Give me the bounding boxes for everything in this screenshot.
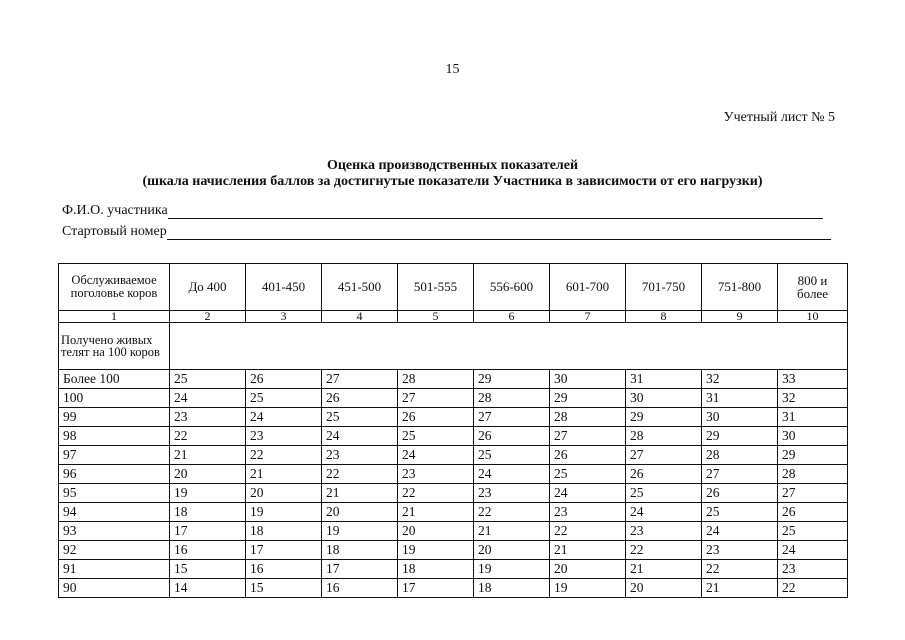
column-number-cell: 5: [398, 311, 474, 323]
score-cell: 19: [398, 541, 474, 560]
score-cell: 27: [778, 484, 848, 503]
participant-name-label: Ф.И.О. участника: [62, 203, 168, 218]
row-calves-value: 95: [59, 484, 170, 503]
score-cell: 29: [778, 446, 848, 465]
score-cell: 22: [778, 579, 848, 598]
score-cell: 28: [398, 370, 474, 389]
table-row: [59, 465, 848, 484]
score-cell: 25: [626, 484, 702, 503]
document-title: [0, 158, 905, 190]
score-cell: 25: [778, 522, 848, 541]
column-number-cell: 4: [322, 311, 398, 323]
score-cell: 22: [626, 541, 702, 560]
score-cell: 21: [246, 465, 322, 484]
score-cell: 28: [550, 408, 626, 427]
score-cell: 23: [626, 522, 702, 541]
score-cell: 25: [398, 427, 474, 446]
score-cell: 33: [778, 370, 848, 389]
row-calves-value: 91: [59, 560, 170, 579]
score-cell: 21: [398, 503, 474, 522]
score-table: [58, 263, 848, 598]
score-cell: 30: [702, 408, 778, 427]
score-cell: 25: [246, 389, 322, 408]
score-cell: 23: [170, 408, 246, 427]
score-cell: 23: [550, 503, 626, 522]
score-cell: 25: [322, 408, 398, 427]
score-cell: 23: [474, 484, 550, 503]
row-calves-value: 94: [59, 503, 170, 522]
score-cell: 24: [170, 389, 246, 408]
score-cell: 25: [550, 465, 626, 484]
score-cell: 26: [246, 370, 322, 389]
row-calves-value: 97: [59, 446, 170, 465]
score-cell: 27: [550, 427, 626, 446]
column-number-cell: 8: [626, 311, 702, 323]
title-line-1: Оценка производственных показателей: [326, 158, 579, 173]
score-cell: 21: [702, 579, 778, 598]
score-cell: 21: [626, 560, 702, 579]
score-cell: 26: [474, 427, 550, 446]
participant-name-field: [62, 203, 823, 219]
header-herd-range: 501-555: [398, 264, 474, 311]
start-number-line[interactable]: [167, 226, 831, 240]
start-number-field: [62, 224, 831, 240]
table-row: [59, 370, 848, 389]
score-cell: 26: [702, 484, 778, 503]
score-cell: 15: [246, 579, 322, 598]
score-cell: 30: [550, 370, 626, 389]
score-cell: 16: [170, 541, 246, 560]
score-cell: 24: [702, 522, 778, 541]
header-herd-range: 601-700: [550, 264, 626, 311]
score-cell: 17: [246, 541, 322, 560]
header-herd-range: 751-800: [702, 264, 778, 311]
column-number-cell: 3: [246, 311, 322, 323]
score-cell: 23: [702, 541, 778, 560]
score-cell: 19: [474, 560, 550, 579]
column-number-cell: 10: [778, 311, 848, 323]
column-number-cell: 7: [550, 311, 626, 323]
row-calves-value: 96: [59, 465, 170, 484]
score-cell: 19: [550, 579, 626, 598]
subheader-empty-cell: [170, 323, 848, 370]
participant-name-line[interactable]: [168, 205, 823, 219]
score-cell: 30: [626, 389, 702, 408]
score-cell: 18: [474, 579, 550, 598]
score-cell: 17: [170, 522, 246, 541]
score-cell: 18: [398, 560, 474, 579]
score-cell: 26: [550, 446, 626, 465]
row-calves-value: 90: [59, 579, 170, 598]
score-cell: 20: [550, 560, 626, 579]
table-row: [59, 560, 848, 579]
score-cell: 15: [170, 560, 246, 579]
header-row: [59, 264, 848, 311]
row-calves-value: 99: [59, 408, 170, 427]
column-number-cell: 9: [702, 311, 778, 323]
row-calves-value: 93: [59, 522, 170, 541]
header-herd-range: 451-500: [322, 264, 398, 311]
score-cell: 28: [778, 465, 848, 484]
score-cell: 24: [398, 446, 474, 465]
score-cell: 28: [474, 389, 550, 408]
header-herd-size: Обслуживаемое поголовье коров: [59, 264, 170, 311]
score-cell: 24: [322, 427, 398, 446]
row-calves-value: Более 100: [59, 370, 170, 389]
table-row: [59, 579, 848, 598]
score-cell: 20: [246, 484, 322, 503]
score-cell: 23: [322, 446, 398, 465]
score-cell: 24: [474, 465, 550, 484]
score-cell: 26: [398, 408, 474, 427]
score-cell: 27: [626, 446, 702, 465]
score-cell: 22: [550, 522, 626, 541]
score-cell: 22: [322, 465, 398, 484]
score-cell: 18: [322, 541, 398, 560]
score-cell: 27: [702, 465, 778, 484]
score-cell: 19: [246, 503, 322, 522]
score-cell: 18: [246, 522, 322, 541]
column-number-row: [59, 311, 848, 323]
score-cell: 26: [322, 389, 398, 408]
score-cell: 29: [474, 370, 550, 389]
title-line-2: (шкала начисления баллов за достигнутые показатели Участника в зависимости от его нагрузки): [142, 174, 763, 189]
score-cell: 31: [702, 389, 778, 408]
score-cell: 23: [246, 427, 322, 446]
table-row: [59, 522, 848, 541]
score-cell: 20: [322, 503, 398, 522]
column-number-cell: 1: [59, 311, 170, 323]
score-cell: 22: [170, 427, 246, 446]
score-cell: 24: [626, 503, 702, 522]
score-cell: 25: [474, 446, 550, 465]
score-cell: 31: [626, 370, 702, 389]
score-cell: 21: [474, 522, 550, 541]
score-cell: 17: [322, 560, 398, 579]
score-cell: 27: [474, 408, 550, 427]
header-herd-range: 401-450: [246, 264, 322, 311]
score-cell: 32: [778, 389, 848, 408]
column-number-cell: 6: [474, 311, 550, 323]
score-cell: 20: [474, 541, 550, 560]
score-cell: 26: [778, 503, 848, 522]
score-cell: 21: [322, 484, 398, 503]
table-row: [59, 389, 848, 408]
score-cell: 27: [398, 389, 474, 408]
score-cell: 21: [170, 446, 246, 465]
score-cell: 16: [322, 579, 398, 598]
score-cell: 25: [170, 370, 246, 389]
header-herd-range: 701-750: [626, 264, 702, 311]
score-cell: 29: [702, 427, 778, 446]
score-cell: 14: [170, 579, 246, 598]
subheader-row: [59, 323, 848, 370]
score-cell: 24: [246, 408, 322, 427]
table-row: [59, 446, 848, 465]
row-calves-value: 92: [59, 541, 170, 560]
score-cell: 29: [626, 408, 702, 427]
score-cell: 21: [550, 541, 626, 560]
score-cell: 20: [626, 579, 702, 598]
score-cell: 22: [246, 446, 322, 465]
score-cell: 27: [322, 370, 398, 389]
score-cell: 22: [398, 484, 474, 503]
header-herd-range: 556-600: [474, 264, 550, 311]
subheader-calves-per-100: Получено живых телят на 100 коров: [59, 323, 170, 370]
start-number-label: Стартовый номер: [62, 224, 167, 239]
score-cell: 22: [702, 560, 778, 579]
score-cell: 22: [474, 503, 550, 522]
table-row: [59, 484, 848, 503]
table-row: [59, 427, 848, 446]
score-cell: 16: [246, 560, 322, 579]
score-cell: 20: [398, 522, 474, 541]
score-cell: 18: [170, 503, 246, 522]
score-cell: 23: [398, 465, 474, 484]
score-cell: 28: [626, 427, 702, 446]
table-row: [59, 541, 848, 560]
score-cell: 17: [398, 579, 474, 598]
score-cell: 23: [778, 560, 848, 579]
table-row: [59, 408, 848, 427]
table-row: [59, 503, 848, 522]
page-number: 15: [445, 62, 460, 77]
score-cell: 31: [778, 408, 848, 427]
row-calves-value: 100: [59, 389, 170, 408]
row-calves-value: 98: [59, 427, 170, 446]
score-cell: 30: [778, 427, 848, 446]
score-cell: 28: [702, 446, 778, 465]
score-cell: 19: [322, 522, 398, 541]
score-cell: 26: [626, 465, 702, 484]
header-herd-range: 800 и более: [778, 264, 848, 311]
header-herd-range: До 400: [170, 264, 246, 311]
score-cell: 24: [778, 541, 848, 560]
score-cell: 19: [170, 484, 246, 503]
score-cell: 25: [702, 503, 778, 522]
score-cell: 29: [550, 389, 626, 408]
score-cell: 24: [550, 484, 626, 503]
score-cell: 20: [170, 465, 246, 484]
sheet-label: Учетный лист № 5: [723, 110, 835, 125]
score-cell: 32: [702, 370, 778, 389]
column-number-cell: 2: [170, 311, 246, 323]
